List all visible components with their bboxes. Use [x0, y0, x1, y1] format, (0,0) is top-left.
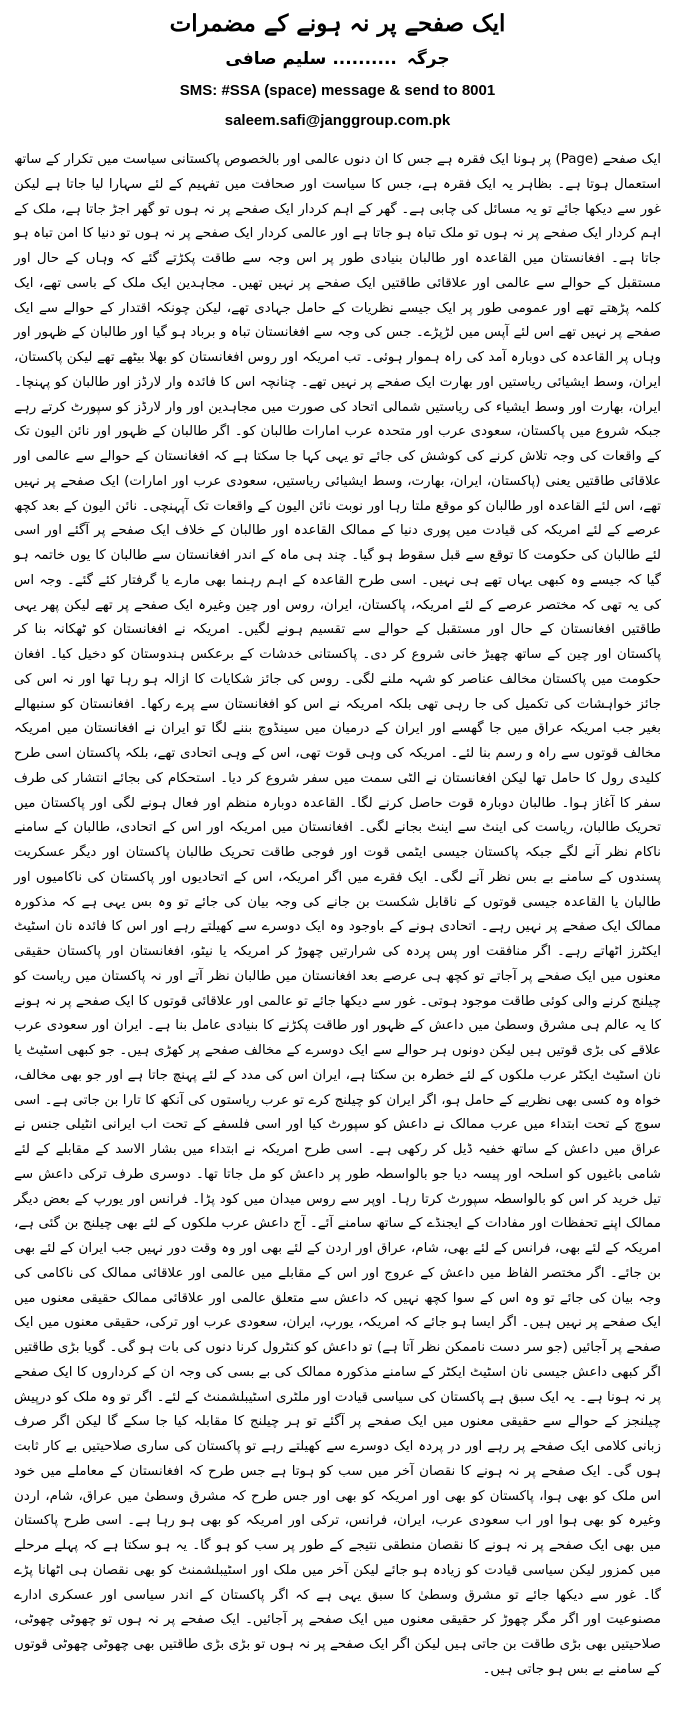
byline-separator: ..........: [332, 49, 397, 69]
author-email: saleem.safi@janggroup.com.pk: [224, 112, 451, 129]
byline: [14, 42, 661, 76]
sms-contact: SMS: #SSA (space) message & send to 8001: [179, 82, 496, 99]
article-paragraph: ایک صفحے (Page) پر ہونا ایک فقرہ ہے جس کا ان دنوں عالمی اور بالخصوص پاکستانی سیاست میں تکرار کے ساتھ استعمال ہوتا ہے۔ بظاہر یہ ایک فقرہ ہے، جس کا سیاست اور صحافت میں تفہیم کے لئے سہارا لیا جاتا ہے لیکن غور سے دیکھا جائے تو یہ مسائل کی چابی ہے۔ گھر کے اہم کردار ایک صفحے پر نہ ہوں تو گھر اجڑ جاتا ہے، ملک کے اہم کردار ایک صفحے پر نہ ہوں تو ملک تباہ ہو جاتا ہے اور عالمی کردار ایک صفحے پر نہ ہوں تو دنیا کا امن تباہ ہو جاتا ہے۔ افغانستان میں القاعدہ اور طالبان بنیادی طور پر اس وجہ سے طاقت پکڑتے گئے کہ وہاں کے حال اور مستقبل کے حوالے سے عالمی اور علاقائی طاقتیں ایک صفحے پر نہیں تھیں۔ مجاہدین ایک ملک کے باسی تھے، ایک کلمہ پڑھتے تھے اور عمومی طور پر ایک جیسے نظریات کے حامل جہادی تھے، لیکن چونکہ اقتدار کے حوالے سے ایک صفحے پر نہیں تھے اس لئے آپس میں لڑپڑے۔ جس کی وجہ سے افغانستان تباہ و برباد ہو گیا اور طالبان کے ظہور اور وہاں پر القاعدہ کی دوبارہ آمد کی راہ ہموار ہوئی۔ تب امریکہ اور روس افغانستان کو بھلا بیٹھے تھے لیکن پاکستان، ایران، وسط ایشیائی ریاستیں اور بھارت ایک صفحے پر نہیں تھے۔ چنانچہ اس کا فائدہ وار لارڈز اور طالبان کو پہنچا۔ ایران، بھارت اور وسط ایشیاء کی ریاستیں شمالی اتحاد کی صورت میں مجاہدین اور وار لارڈز کو سپورٹ کرتے رہے جبکہ شروع میں پاکستان، سعودی عرب اور متحدہ عرب امارات طالبان کو۔ اگر طالبان کے ظہور اور نائن الیون تک کے واقعات کی وجہ تلاش کرنے کی کوشش کی جائے تو یہی کہا جا سکتا ہے کہ افغانستان کے حوالے سے عالمی اور علاقائی طاقتیں یعنی (پاکستان، ایران، بھارت، وسط ایشیائی ریاستیں، سعودی عرب اور امارات) ایک صفحے پر نہیں تھے، اس لئے القاعدہ اور طالبان کو موقع ملتا رہا اور نوبت نائن الیون کے واقعات تک آپہنچی۔ نائن الیون کے بعد کچھ عرصے کے لئے امریکہ کی قیادت میں پوری دنیا کے ممالک القاعدہ اور طالبان کے خلاف ایک صفحے پر آگئے اور اسی لئے طالبان کی حکومت کا توقع سے قبل سقوط ہو گیا۔ چند ہی ماہ کے اندر افغانستان سے طالبان کا یوں خاتمہ ہو گیا کہ جیسے وہ کبھی یہاں تھے ہی نہیں۔ اسی طرح القاعدہ کے اہم رہنما بھی مارے یا گرفتار کئے گئے۔ وجہ اس کی یہ تھی کہ مختصر عرصے کے لئے امریکہ، پاکستان، ایران، روس اور چین وغیرہ ایک صفحے پر تھے لیکن پھر یہی طاقتیں افغانستان کے حال اور مستقبل کے حوالے سے تقسیم ہونے لگیں۔ امریکہ نے افغانستان کو ٹھکانہ بنا کر پاکستان اور چین کے ساتھ چھیڑ خانی شروع کر دی۔ پاکستانی خدشات کے برعکس ہندوستان کو دخیل کیا۔ افغان حکومت میں پاکستان مخالف عناصر کو شہہ ملنے لگی۔ روس کی جائز شکایات کا ازالہ ہو رہا تھا اور نہ اس کی جائز خواہشات کی تکمیل کی جا رہی تھی بلکہ امریکہ نے اس کو افغانستان سے پرے رکھا۔ افغانستان کو سنبھالے بغیر جب امریکہ عراق میں جا گھسے اور ایران کے درمیان میں سینڈوچ بننے لگا تو ایران نے افغانستان میں امریکہ مخالف قوتوں سے راہ و رسم بنا لئے۔ امریکہ کی وہی قوت تھی، اس کے وہی اتحادی تھے، بلکہ پاکستان اسی طرح کلیدی رول کا حامل تھا لیکن افغانستان نے الٹی سمت میں سفر شروع کر دیا۔ استحکام کی بجائے انتشار کی طرف سفر کا آغاز ہوا۔ طالبان دوبارہ قوت حاصل کرنے لگا۔ القاعدہ دوبارہ منظم اور فعال ہونے لگی اور پاکستان میں تحریک طالبان، ریاست کی اینٹ سے اینٹ بجانے لگی۔ افغانستان میں امریکہ اور اس کے اتحادی، طالبان کے سامنے ناکام نظر آنے لگے جبکہ پاکستان جیسی ایٹمی قوت اور فوجی طاقت تحریک طالبان پاکستان اور دیگر عسکریت پسندوں کے سامنے بے بس نظر آنے لگی۔ ایک فقرے میں اگر امریکہ، اس کے اتحادیوں اور پاکستان کی ناکامیوں اور طالبان یا القاعدہ جیسی قوتوں کے ناقابل شکست بن جانے کی وجہ بیان کی جائے تو وہ بس یہی ہے کہ مذکورہ ممالک ایک صفحے پر نہیں رہے۔ اتحادی ہونے کے باوجود وہ ایک دوسرے سے کھیلتے رہے اور اس کا فائدہ نان اسٹیٹ ایکٹرز اٹھاتے رہے۔ اگر منافقت اور پس پردہ کی شرارتیں چھوڑ کر امریکہ یا نیٹو، افغانستان اور پاکستان حقیقی معنوں میں ایک صفحے پر آجاتے تو کچھ ہی عرصے بعد افغانستان میں طالبان نظر آتے اور نہ پاکستان میں ریاست کو چیلنج کرنے والی کوئی طاقت موجود ہوتی۔ غور سے دیکھا جائے تو عالمی اور علاقائی قوتوں کا ایک صفحے پر نہ ہونے کا یہ عالم ہی مشرق وسطیٰ میں داعش کے ظہور اور طاقت پکڑنے کا بنیادی عامل بنا ہے۔ ایران اور سعودی عرب علاقے کی بڑی قوتیں ہیں لیکن دونوں ہر حوالے سے ایک دوسرے کے مخالف صفحے پر کھڑی ہیں۔ جو کبھی اسٹیٹ یا نان اسٹیٹ ایکٹر عرب ملکوں کے لئے خطرہ بن سکتا ہے، ایران اس کی مدد کے لئے پہنچ جاتا ہے اور جو بھی مخالف، خواہ وہ کسی بھی نظریے کے حامل ہو، اگر ایران کو چیلنج کرے تو عرب ریاستوں کی آنکھ کا تارا بن جاتی ہے۔ اسی سوچ کے تحت ابتداء میں عرب ممالک نے داعش کو سپورٹ کیا اور اسی فلسفے کے تحت اب ایرانی انٹیلی جنس نے عراق میں داعش کے ساتھ خفیہ ڈیل کر رکھی ہے۔ اسی طرح امریکہ نے ابتداء میں بشار الاسد کے مقابلے کے لئے شامی باغیوں کو اسلحہ اور پیسہ دیا جو بالواسطہ طور پر داعش کو مل جاتا تھا۔ دوسری طرف ترکی داعش سے تیل خرید کر اس کو بالواسطہ سپورٹ کرتا رہا۔ اوپر سے روس میدان میں کود پڑا۔ فرانس اور یورپ کے بعض دیگر ممالک اپنے تحفظات اور مفادات کے ایجنڈے کے ساتھ سامنے آئے۔ آج داعش عرب ملکوں کے لئے بھی چیلنج بن گئی ہے، امریکہ کے لئے بھی، فرانس کے لئے بھی، شام، عراق اور اردن کے لئے بھی اور وہ وقت دور نہیں جب ایران کے لئے بھی بن جائے۔ اگر مختصر الفاظ میں داعش کے عروج اور اس کے مقابلے میں عالمی اور علاقائی ممالک کی ناکامی کی وجہ بیان کی جائے تو وہ اس کے سوا کچھ نہیں کہ داعش سے متعلق عالمی اور علاقائی ممالک حقیقی معنوں میں ایک صفحے پر نہیں ہیں۔ اگر ایسا ہو جائے کہ امریکہ، یورپ، ایران، سعودی عرب اور ترکی، حقیقی معنوں میں ایک صفحے پر آجائیں (جو سر دست ناممکن نظر آتا ہے) تو داعش کو کنٹرول کرنا دنوں کی بات ہو گی۔ گویا بڑی طاقتیں اگر کبھی داعش جیسی نان اسٹیٹ ایکٹر کے سامنے مذکورہ ممالک کی بے بسی کی وجہ ان کے کرداروں کا ایک صفحے پر نہ ہونا ہے۔ یہ ایک سبق ہے پاکستان کی سیاسی قیادت اور ملٹری اسٹیبلشمنٹ کے لئے۔ اگر تو وہ ملک کو درپیش چیلنجز کے حوالے سے حقیقی معنوں میں ایک صفحے پر آگئے تو ہر چیلنج کا مقابلہ کیا جا سکے گا لیکن اگر صرف زبانی کلامی ایک صفحے پر رہے اور در پردہ ایک دوسرے سے کھیلتے رہے تو پاکستان کی ساری صلاحیتیں بے کار ثابت ہوں گی۔ ایک صفحے پر نہ ہونے کا نقصان آخر میں سب کو ہوتا ہے جس طرح کہ افغانستان کے معاملے میں خود اس ملک کو بھی ہوا، پاکستان کو بھی اور امریکہ کو بھی اور جس طرح کہ مشرق وسطیٰ میں عراق، شام، اردن وغیرہ کو بھی ہوا اور اب سعودی عرب، ایران، فرانس، ترکی اور امریکہ کو بھی ہو رہا ہے۔ اسی طرح پاکستان میں بھی ایک صفحے پر نہ ہونے کا نقصان منطقی نتیجے کے طور پر سب کو ہو گا۔ یہ ہو سکتا ہے کہ پہلے مرحلے میں کمزور لیکن سیاسی قیادت کو زیادہ ہو جائے لیکن آخر میں ملک اور اسٹیبلشمنٹ کو بھی نقصان ہی اٹھانا پڑے گا۔ غور سے دیکھا جائے تو مشرق وسطیٰ کا سبق یہی ہے کہ اگر پاکستان کے اندر سیاسی اور عسکری ادارے مصنوعیت اور اگر مگر چھوڑ کر حقیقی معنوں میں ایک صفحے پر آجائیں۔ ایک صفحے پر نہ ہوں تو چھوٹی چھوٹی، صلاحیتیں بھی بڑی طاقت بن جاتی ہیں لیکن اگر ایک صفحے پر نہ ہوں تو بڑی بڑی طاقتیں بھی چھوٹی چھوٹی قوتوں کے سامنے بے بس ہو جاتی ہیں۔: [14, 152, 661, 1677]
author-name: سلیم صافی: [225, 49, 327, 69]
article-body: [14, 148, 661, 1683]
article-headline: ایک صفحے پر نہ ہونے کے مضمرات: [169, 10, 506, 37]
column-name: جرگہ: [406, 49, 450, 69]
